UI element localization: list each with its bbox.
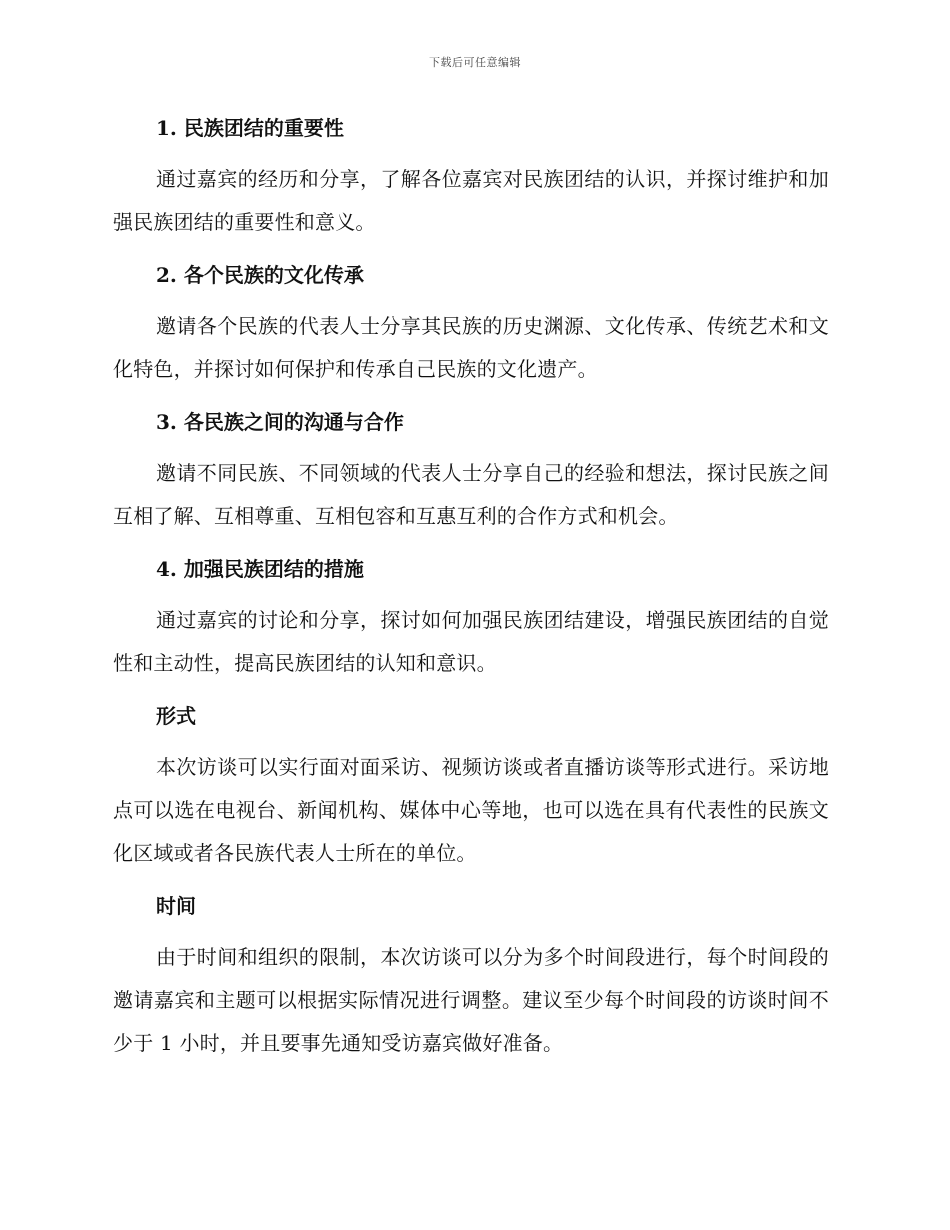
section-body-measures: 通过嘉宾的讨论和分享，探讨如何加强民族团结建设，增强民族团结的自觉性和主动性，提高民族团结的认知和意识。: [113, 608, 829, 675]
header-note: 下载后可任意编辑: [429, 56, 521, 69]
section-heading-measures: 4. 加强民族团结的措施: [156, 557, 364, 581]
section-body-culture: 邀请各个民族的代表人士分享其民族的历史渊源、文化传承、传统艺术和文化特色，并探讨如何保护和传承自己民族的文化遗产。: [113, 314, 829, 381]
section-body-time: 由于时间和组织的限制，本次访谈可以分为多个时间段进行，每个时间段的邀请嘉宾和主题可以根据实际情况进行调整。建议至少每个时间段的访谈时间不少于 1 小时，并且要事先通知受访嘉宾做好准备。: [113, 945, 829, 1055]
section-heading-cooperation: 3. 各民族之间的沟通与合作: [156, 410, 404, 434]
section-body-cooperation: 邀请不同民族、不同领域的代表人士分享自己的经验和想法，探讨民族之间互相了解、互相尊重、互相包容和互惠互利的合作方式和机会。: [113, 461, 829, 528]
section-heading-time: 时间: [156, 894, 196, 918]
section-heading-culture: 2. 各个民族的文化传承: [156, 263, 364, 287]
document-body: [113, 108, 829, 1065]
section-body-importance: 通过嘉宾的经历和分享，了解各位嘉宾对民族团结的认识，并探讨维护和加强民族团结的重要性和意义。: [113, 167, 829, 234]
section-heading-format: 形式: [156, 704, 196, 728]
section-body-format: 本次访谈可以实行面对面采访、视频访谈或者直播访谈等形式进行。采访地点可以选在电视台、新闻机构、媒体中心等地，也可以选在具有代表性的民族文化区域或者各民族代表人士所在的单位。: [113, 755, 829, 865]
section-heading-importance: 1. 民族团结的重要性: [156, 116, 344, 140]
